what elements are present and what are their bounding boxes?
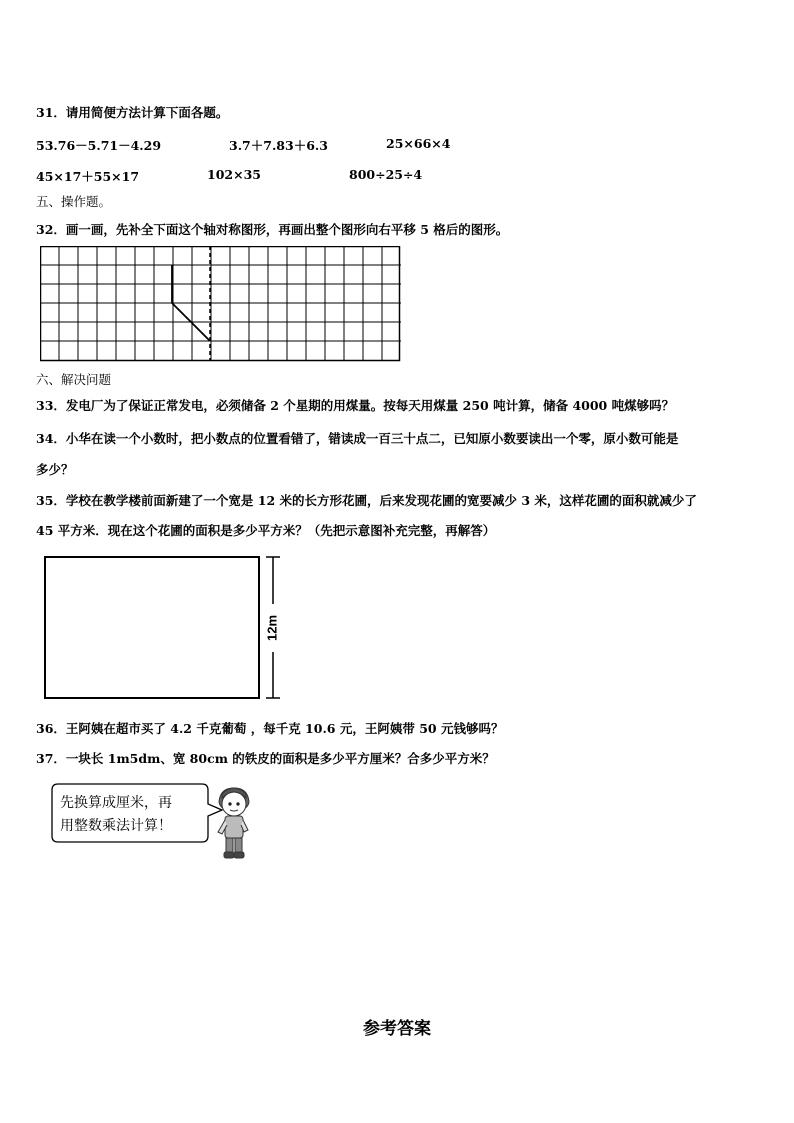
q37-text: 37．一块长 1m5dm、宽 80cm 的铁皮的面积是多少平方厘米？合多少平方米？ [36, 751, 495, 766]
q35-text-line2: 45 平方米．现在这个花圃的面积是多少平方米？（先把示意图补充完整，再解答） [36, 523, 496, 538]
section-6-heading: 六、解决问题 [36, 372, 112, 387]
q31-expr-5: 102×35 [207, 167, 261, 182]
answer-section-title: 参考答案 [363, 1019, 431, 1039]
hint-line-1: 先换算成厘米，再 [60, 795, 172, 811]
q36-text: 36．王阿姨在超市买了 4.2 千克葡萄 ，每千克 10.6 元，王阿姨带 50 元钱够吗？ [36, 721, 504, 736]
q33-text: 33．发电厂为了保证正常发电，必须储备 2 个星期的用煤量。按每天用煤量 250 吨计算，储备 4000 吨煤够吗？ [36, 398, 675, 413]
q35-text-line1: 35．学校在教学楼前面新建了一个宽是 12 米的长方形花圃，后来发现花圃的宽要减少 3 米，这样花圃的面积就减少了 [36, 493, 697, 508]
grid-lines [40, 246, 401, 360]
q31-expr-4: 45×17＋55×17 [36, 169, 140, 184]
grid-figure [40, 246, 402, 362]
q31-title: 31．请用简便方法计算下面各题。 [36, 105, 229, 120]
q34-text-line1: 34．小华在读一个小数时，把小数点的位置看错了，错读成一百三十点二，已知原小数要读出一个零，原小数可能是 [36, 431, 679, 446]
q31-expr-2: 3.7＋7.83＋6.3 [229, 138, 328, 153]
q31-expr-1: 53.76－5.71－4.29 [36, 138, 162, 153]
q34-text-line2: 多少？ [36, 462, 74, 477]
hint-line-2: 用整数乘法计算！ [60, 818, 172, 834]
section-5-heading: 五、操作题。 [36, 194, 112, 209]
garden-rectangle [45, 557, 259, 698]
q31-expr-6: 800÷25÷4 [349, 167, 423, 182]
q32-text: 32．画一画，先补全下面这个轴对称图形，再画出整个图形向右平移 5 格后的图形。 [36, 222, 509, 237]
width-label: 12m [264, 614, 280, 642]
garden-diagram [40, 550, 300, 702]
q31-expr-3: 25×66×4 [386, 136, 451, 151]
boy-figure-icon [218, 788, 249, 858]
hint-illustration [44, 780, 254, 872]
